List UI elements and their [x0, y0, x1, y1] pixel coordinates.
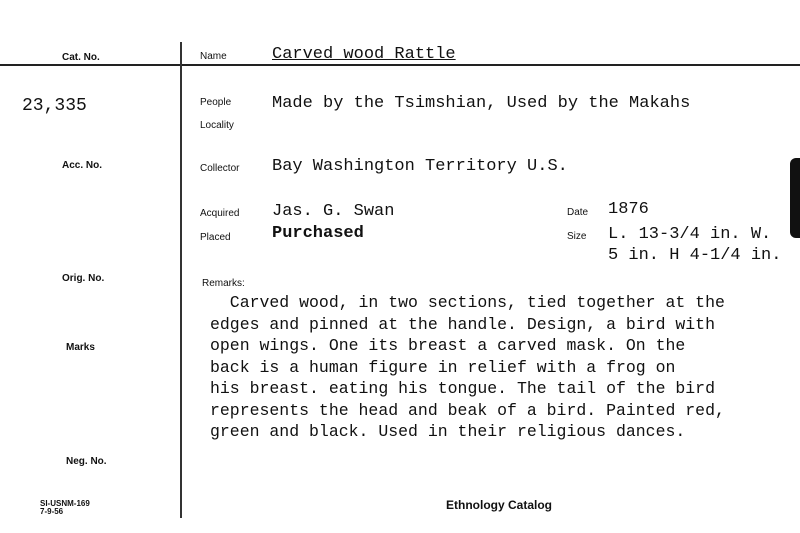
size-value-line2: 5 in. H 4-1/4 in. — [608, 246, 782, 265]
marks-label: Marks — [66, 342, 95, 353]
cat-no-label: Cat. No. — [62, 52, 100, 63]
orig-no-label: Orig. No. — [62, 273, 105, 284]
catalog-footer-title: Ethnology Catalog — [446, 498, 552, 512]
collector-value: Bay Washington Territory U.S. — [272, 157, 568, 176]
form-number: SI-USNM-169 — [40, 499, 90, 508]
acquired-value: Jas. G. Swan — [272, 202, 395, 221]
size-label: Size — [567, 231, 587, 242]
remarks-line: his breast. eating his tongue. The tail of the bird — [210, 379, 715, 398]
acc-no-label: Acc. No. — [62, 160, 103, 171]
header-rule — [0, 64, 800, 66]
placed-value: Purchased — [272, 224, 364, 243]
column-divider — [180, 42, 182, 518]
remarks-text — [210, 292, 795, 443]
form-id — [40, 500, 90, 516]
acquired-label: Acquired — [200, 208, 240, 219]
size-value-line1: L. 13-3/4 in. W. — [608, 225, 772, 244]
placed-label: Placed — [200, 232, 231, 243]
remarks-line: back is a human figure in relief with a frog on — [210, 357, 676, 377]
remarks-line: green and black. Used in their religious dances. — [210, 422, 686, 441]
remarks-label: Remarks: — [202, 278, 245, 289]
date-label: Date — [567, 207, 589, 218]
date-value: 1876 — [608, 200, 649, 219]
remarks-line: represents the head and beak of a bird. Painted red, — [210, 400, 725, 420]
form-date: 7-9-56 — [40, 507, 64, 516]
remarks-line: edges and pinned at the handle. Design, a bird with — [210, 314, 715, 334]
people-label: People — [200, 97, 232, 108]
locality-label: Locality — [200, 120, 234, 131]
cat-number-value: 23,335 — [22, 96, 87, 116]
people-value: Made by the Tsimshian, Used by the Makahs — [272, 94, 691, 113]
neg-no-label: Neg. No. — [66, 456, 107, 467]
remarks-line: open wings. One its breast a carved mask. On the — [210, 336, 686, 355]
object-name-value: Carved wood Rattle — [272, 45, 456, 64]
name-label: Name — [200, 51, 227, 62]
collector-label: Collector — [200, 163, 240, 174]
card-edge-mark — [790, 158, 800, 238]
remarks-line: Carved wood, in two sections, tied together at the — [210, 293, 725, 312]
